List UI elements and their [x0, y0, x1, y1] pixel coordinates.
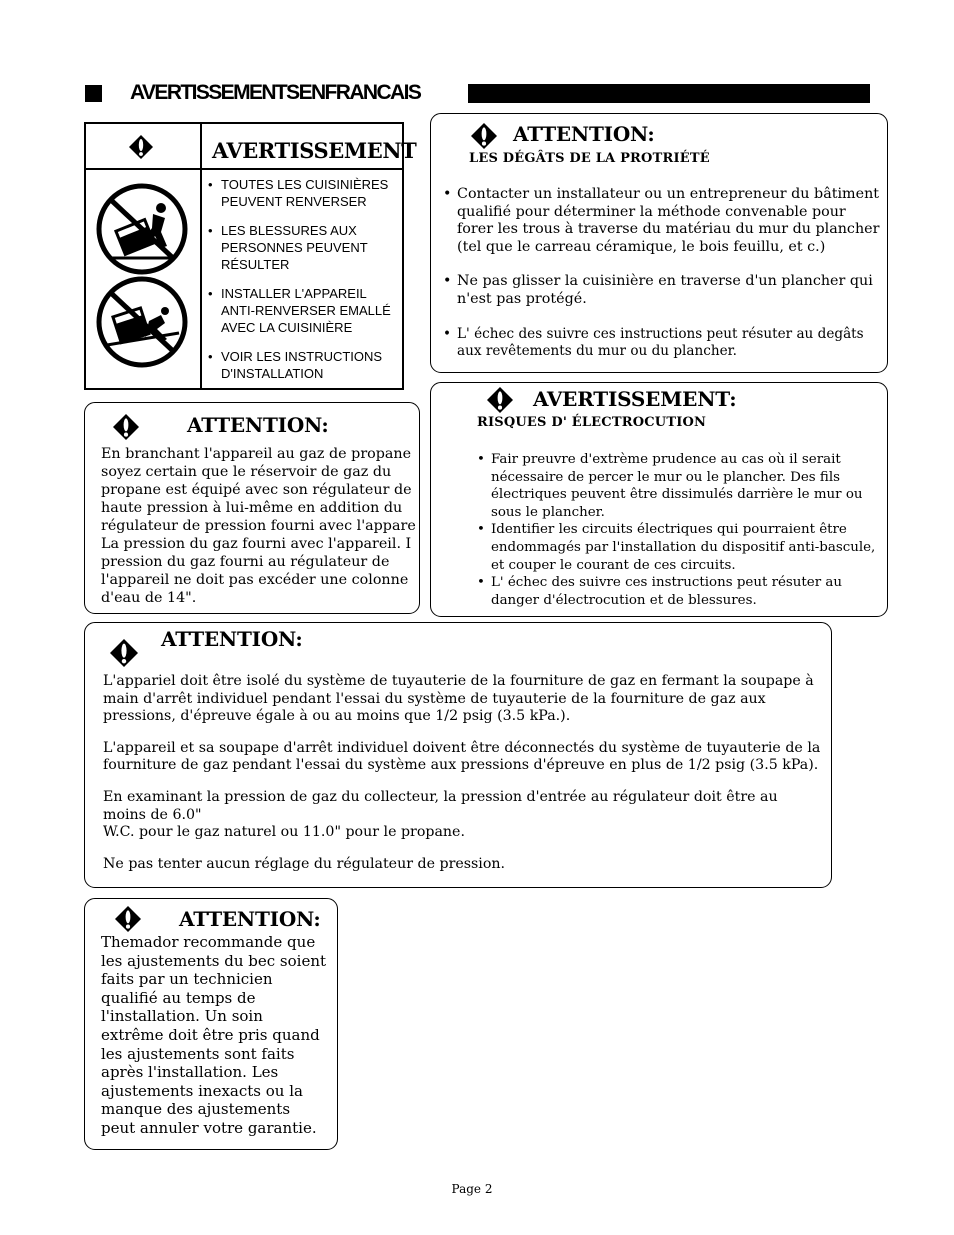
- header-black-square: [85, 85, 102, 102]
- text-line: haute pression à lui-même en addition du: [101, 500, 403, 516]
- box-divider-vertical: [200, 124, 202, 388]
- text-line: d'eau de 14".: [101, 590, 197, 606]
- propane-title: ATTENTION:: [187, 413, 329, 437]
- propane-text: [101, 445, 417, 607]
- list-item: • Contacter un installateur ou un entrepreneur du bâtiment qualifié pour déterminer la méthode convenable pour forer les trous à traverse du matériau du mur du plancher (tel que le carreau céramique, le bois feuillu, et c.): [443, 186, 885, 256]
- box-divider-horizontal: [86, 168, 402, 170]
- text-line: peut annuler votre garantie.: [101, 1118, 317, 1137]
- list-item: • Ne pas glisser la cuisinière en traverse d'un plancher qui n'est pas protégé.: [443, 273, 885, 308]
- text-line: ajustements inexacts ou la: [101, 1081, 303, 1100]
- paragraph: L'appariel doit être isolé du système de tuyauterie de la fourniture de gaz en fermant la soupape à main d'arrêt individuel pendant l'essai du système de tuyauterie de la fourniture de gaz aux pressions, d'épreuve égale à ou au moins que 1/2 psig (3.5 kPa.).: [103, 673, 814, 725]
- warning-diamond-icon: [129, 135, 153, 159]
- text-line: qualifié au temps de: [101, 988, 256, 1007]
- adjustments-attention-box: [84, 898, 338, 1150]
- pressure-test-box: [84, 622, 832, 888]
- text-line: Themador recommande que: [101, 933, 316, 951]
- propane-attention-box: [84, 402, 420, 614]
- tip-over-warning-list: [206, 176, 398, 394]
- electrocution-box: [430, 382, 888, 617]
- pressure-test-text: [103, 673, 827, 873]
- warning-diamond-icon: [110, 639, 138, 667]
- warning-diamond-icon: [113, 414, 139, 440]
- page-number: Page 2: [451, 1182, 493, 1196]
- text-line: La pression du gaz fourni avec l'appareil. I: [101, 536, 412, 552]
- adjustments-text: [101, 933, 337, 1138]
- header-black-bar: [468, 84, 870, 103]
- text-line: les ajustements du bec soient: [101, 951, 327, 970]
- text-line: après l'installation. Les: [101, 1063, 279, 1082]
- paragraph: Ne pas tenter aucun réglage du régulateur de pression.: [103, 855, 506, 872]
- electrocution-title: AVERTISSEMENT:: [533, 387, 737, 411]
- electrocution-list: [477, 451, 881, 609]
- text-line: l'appareil ne doit pas excéder une colonne: [101, 572, 409, 588]
- list-item: • Identifier les circuits électriques qui pourraient être endommagés par l'installation du dispositif anti-bascule, et couper le courant de ces circuits.: [477, 521, 881, 574]
- page-title: AVERTISSEMENTSENFRANCAIS: [130, 81, 421, 104]
- text-line: pression du gaz fourni au régulateur de: [101, 554, 390, 570]
- text-line: faits par un technicien: [101, 970, 273, 989]
- property-damage-title: ATTENTION:: [513, 122, 655, 146]
- text-line: extrême doit être pris quand: [101, 1025, 320, 1044]
- property-damage-box: [430, 113, 888, 373]
- electrocution-subtitle: RISQUES D' ÉLECTROCUTION: [477, 415, 707, 430]
- list-item: • TOUTES LES CUISINIÈRES PEUVENT RENVERSER: [206, 176, 398, 210]
- tipping-range-prohibited-icon: [95, 182, 189, 276]
- warning-diamond-icon: [471, 123, 497, 149]
- text-line: propane est équipé avec son régulateur de: [101, 482, 412, 498]
- property-damage-list: [443, 186, 885, 361]
- list-item: • VOIR LES INSTRUCTIONS D'INSTALLATION: [206, 348, 398, 382]
- warning-diamond-icon: [115, 906, 141, 932]
- warning-diamond-icon: [487, 387, 513, 413]
- text-line: En branchant l'appareil au gaz de propane: [101, 446, 412, 462]
- text-line: l'installation. Un soin: [101, 1007, 263, 1026]
- list-item: • INSTALLER L'APPAREIL ANTI-RENVERSER EMALLÉ AVEC LA CUISINIÈRE: [206, 285, 398, 336]
- avertissement-tip-over-box: [84, 122, 417, 390]
- list-item: • L' échec des suivre ces instructions peut résuter au degâts aux revêtements du mur ou du plancher.: [443, 326, 885, 361]
- list-item: • Fair preuvre d'extrème prudence au cas où il serait nécessaire de percer le mur ou le plancher. Des fils électriques peuvent être dissimulés darrière le mur ou sous le plancher.: [477, 451, 881, 521]
- pressure-test-title: ATTENTION:: [161, 627, 303, 651]
- paragraph: W.C. pour le gaz naturel ou 11.0" pour le propane.: [103, 824, 465, 841]
- tipping-range-prohibited-icon: [95, 275, 189, 369]
- text-line: manque des ajustements: [101, 1100, 291, 1119]
- adjustments-title: ATTENTION:: [179, 907, 321, 931]
- paragraph: L'appareil et sa soupape d'arrêt individuel doivent être déconnectés du système de tuyauterie de la fourniture de gaz pendant l'essai du système aux pressions d'épreuve en plus de 1/2 psig (3.5 kPa).: [103, 739, 821, 774]
- text-line: les ajustements sont faits: [101, 1044, 295, 1063]
- list-item: • L' échec des suivre ces instructions peut résuter au danger d'électrocution et de blessures.: [477, 574, 881, 609]
- property-damage-subtitle: LES DÉGÂTS DE LA PROTRIÉTÉ: [469, 151, 710, 166]
- paragraph: En examinant la pression de gaz du collecteur, la pression d'entrée au régulateur doit être au moins de 6.0": [103, 788, 778, 823]
- list-item: • LES BLESSURES AUX PERSONNES PEUVENT RÉSULTER: [206, 222, 398, 273]
- avertissement-title: AVERTISSEMENT: [212, 138, 417, 163]
- text-line: régulateur de pression fourni avec l'appare: [101, 518, 416, 534]
- text-line: soyez certain que le réservoir de gaz du: [101, 464, 392, 480]
